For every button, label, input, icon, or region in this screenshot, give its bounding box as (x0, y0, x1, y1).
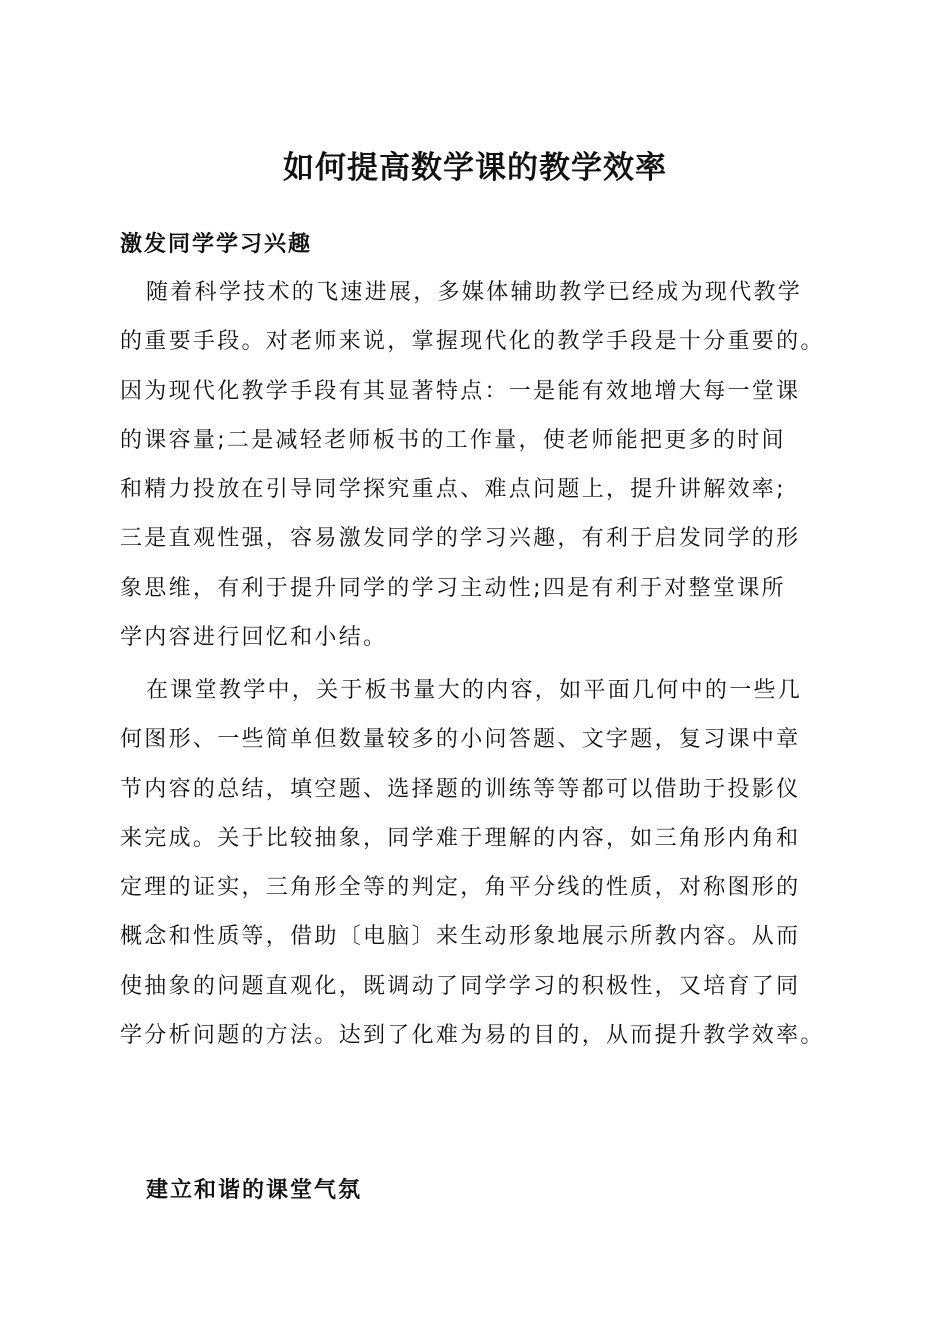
paragraph-line: 在课堂教学中，关于板书量大的内容，如平面几何中的一些几 (146, 678, 803, 703)
paragraph-line: 使抽象的问题直观化，既调动了同学学习的积极性，又培育了同 (120, 973, 801, 999)
paragraph-classroom (120, 666, 860, 1060)
paragraph-line: 象思维，有利于提升同学的学习主动性;四是有利于对整堂课所 (120, 575, 786, 601)
paragraph-line: 和精力投放在引导同学探究重点、难点问题上，提升讲解效率; (120, 477, 786, 503)
document-title: 如何提高数学课的教学效率 (283, 150, 667, 186)
section-heading-interest: 激发同学学习兴趣 (120, 232, 313, 257)
paragraph-line: 来完成。关于比较抽象，同学难于理解的内容，如三角形内角和 (120, 825, 801, 851)
paragraph-line: 因为现代化教学手段有其显著特点：一是能有效地增大每一堂课 (120, 378, 801, 404)
paragraph-line: 定理的证实，三角形全等的判定，角平分线的性质，对称图形的 (120, 875, 801, 901)
paragraph-line: 学内容进行回忆和小结。 (120, 625, 388, 651)
paragraph-line: 何图形、一些简单但数量较多的小问答题、文字题，复习课中章 (120, 727, 801, 753)
paragraph-line: 三是直观性强，容易激发同学的学习兴趣，有利于启发同学的形 (120, 526, 801, 552)
paragraph-line: 随着科学技术的飞速进展，多媒体辅助教学已经成为现代教学 (146, 280, 803, 305)
section-heading-atmosphere: 建立和谐的课堂气氛 (146, 1178, 363, 1203)
paragraph-line: 节内容的总结，填空题、选择题的训练等等都可以借助于投影仪 (120, 776, 801, 802)
paragraph-line: 的重要手段。对老师来说，掌握现代化的教学手段是十分重要的。 (120, 329, 825, 355)
paragraph-line: 学分析问题的方法。达到了化难为易的目的，从而提升教学效率。 (120, 1023, 825, 1049)
paragraph-line: 概念和性质等，借助〔电脑〕来生动形象地展示所教内容。从而 (120, 924, 801, 950)
paragraph-line: 的课容量;二是减轻老师板书的工作量，使老师能把更多的时间 (120, 427, 786, 453)
paragraph-multimedia (120, 268, 860, 662)
